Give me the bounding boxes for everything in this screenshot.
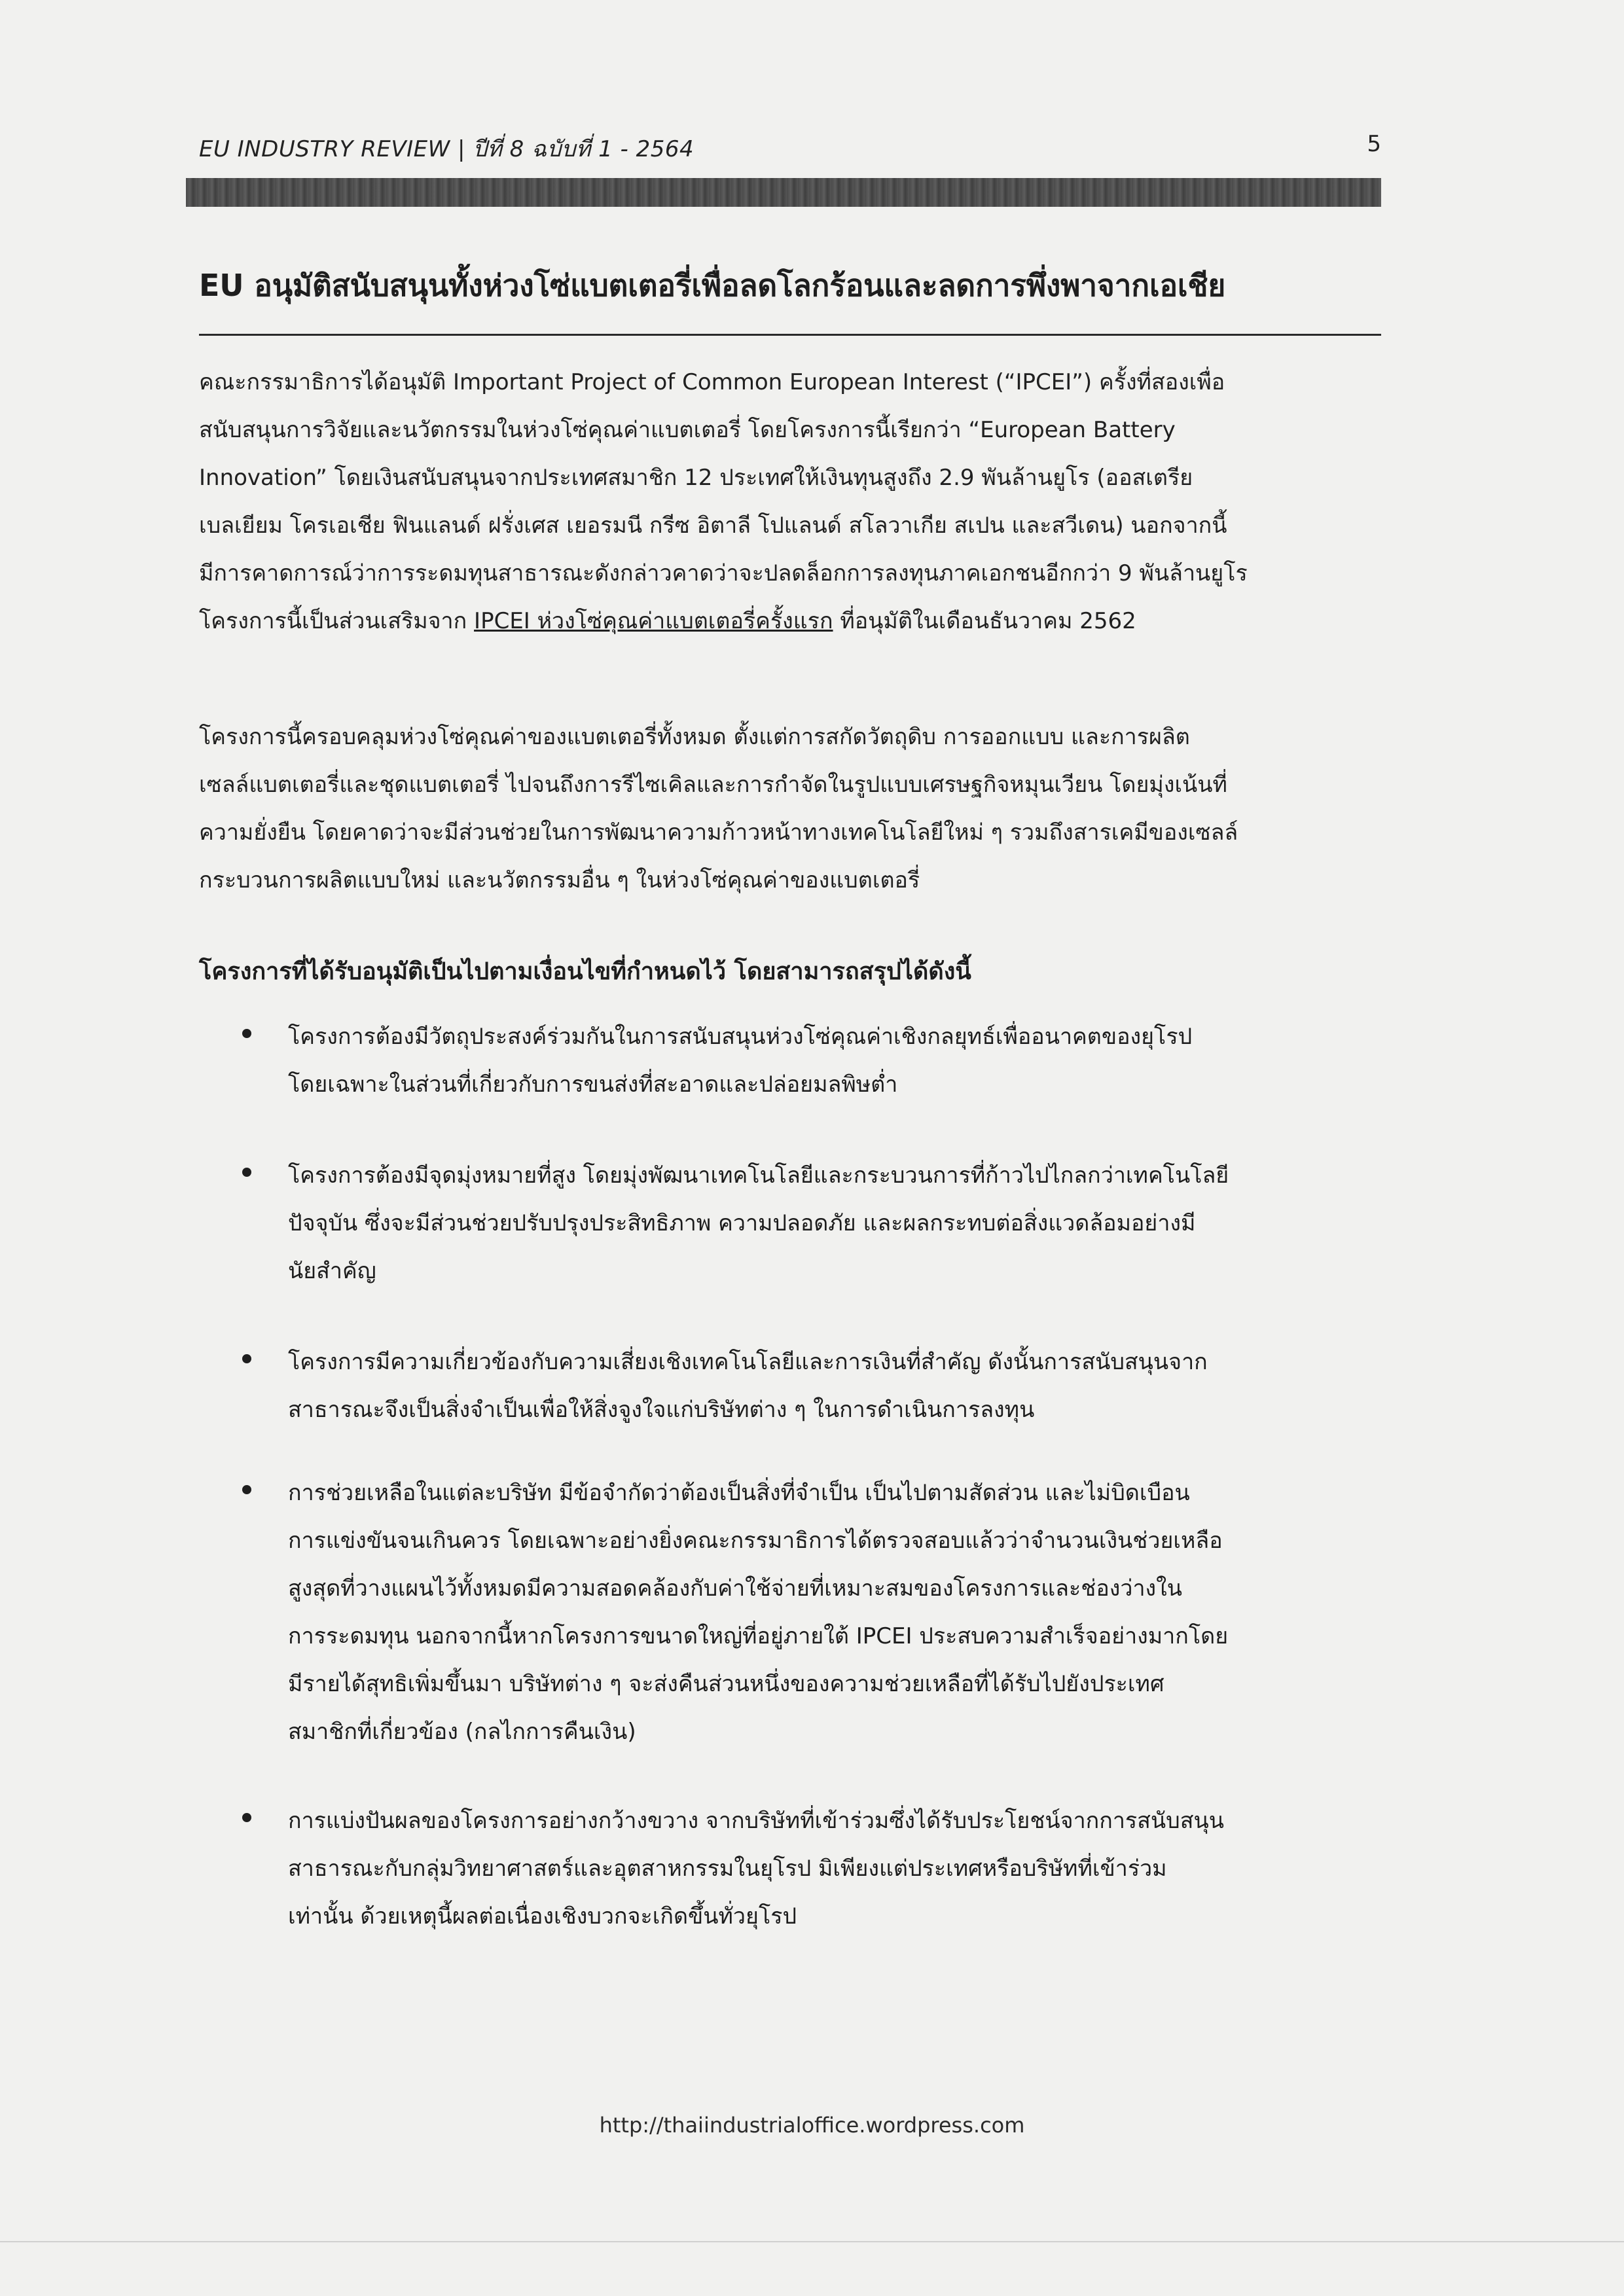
list-item-line: นัยสำคัญ [288,1258,376,1284]
article-title: EU อนุมัติสนับสนุนทั้งห่วงโซ่แบตเตอรี่เพื่อลดโลกร้อนและลดการพึ่งพาจากเอเชีย [199,268,1226,303]
paragraph-line: เซลล์แบตเตอรี่และชุดแบตเตอรี่ ไปจนถึงการรีไซเคิลและการกำจัดในรูปแบบเศรษฐกิจหมุนเวียน โดยมุ่งเน้นที่ [199,772,1227,798]
list-item-line: สาธารณะจึงเป็นสิ่งจำเป็นเพื่อให้สิ่งจูงใจแก่บริษัทต่าง ๆ ในการดำเนินการลงทุน [288,1397,1035,1423]
bullet-icon [242,1813,251,1822]
conditions-heading: โครงการที่ได้รับอนุมัติเป็นไปตามเงื่อนไขที่กำหนดไว้ โดยสามารถสรุปได้ดังนี้ [199,958,971,985]
paragraph-line: กระบวนการผลิตแบบใหม่ และนวัตกรรมอื่น ๆ ในห่วงโซ่คุณค่าของแบตเตอรี่ [199,867,920,893]
list-item-line: โครงการต้องมีวัตถุประสงค์ร่วมกันในการสนับสนุนห่วงโซ่คุณค่าเชิงกลยุทธ์เพื่ออนาคตของยุโรป [288,1024,1193,1050]
bullet-icon [242,1485,251,1494]
header-bar [186,178,1381,207]
paragraph-scope [199,713,1381,905]
list-item-line: การแข่งขันจนเกินควร โดยเฉพาะอย่างยิ่งคณะกรรมาธิการได้ตรวจสอบแล้วว่าจำนวนเงินช่วยเหลือ [288,1528,1223,1554]
list-item-line: โครงการมีความเกี่ยวข้องกับความเสี่ยงเชิงเทคโนโลยีและการเงินที่สำคัญ ดังนั้นการสนับสนุนจาก [288,1349,1208,1375]
bullet-icon [242,1168,251,1177]
paragraph-line: คณะกรรมาธิการได้อนุมัติ Important Project of Common European Interest (“IPCEI”) ครั้งที่สองเพื่อ [199,369,1225,395]
list-item-line: สูงสุดที่วางแผนไว้ทั้งหมดมีความสอดคล้องกับค่าใช้จ่ายที่เหมาะสมของโครงการและช่องว่างใน [288,1575,1182,1602]
list-item-line: มีรายได้สุทธิเพิ่มขึ้นมา บริษัทต่าง ๆ จะส่งคืนส่วนหนึ่งของความช่วยเหลือที่ได้รับไปยังประเทศ [288,1671,1164,1697]
list-item-text [288,1469,1381,1756]
paragraph-line: มีการคาดการณ์ว่าการระดมทุนสาธารณะดังกล่าวคาดว่าจะปลดล็อกการลงทุนภาคเอกชนอีกกว่า 9 พันล้านยูโร [199,560,1248,586]
page-header [199,131,1381,170]
paragraph-line [199,598,1381,645]
list-item-line: การระดมทุน นอกจากนี้หากโครงการขนาดใหญ่ที่อยู่ภายใต้ IPCEI ประสบความสำเร็จอย่างมากโดย [288,1623,1229,1649]
page-number: 5 [1367,131,1381,157]
bullet-icon [242,1029,251,1038]
list-item-line: การช่วยเหลือในแต่ละบริษัท มีข้อจำกัดว่าต้องเป็นสิ่งที่จำเป็น เป็นไปตามสัดส่วน และไม่บิดเบือน [288,1480,1190,1506]
list-item-line: เท่านั้น ด้วยเหตุนี้ผลต่อเนื่องเชิงบวกจะเกิดขึ้นทั่วยุโรป [288,1903,797,1929]
title-divider [199,334,1381,336]
list-item-line: สาธารณะกับกลุ่มวิทยาศาสตร์และอุตสาหกรรมในยุโรป มิเพียงแต่ประเทศหรือบริษัทที่เข้าร่วม [288,1856,1167,1882]
ipcei-first-link[interactable]: IPCEI ห่วงโซ่คุณค่าแบตเตอรี่ครั้งแรก [474,608,833,634]
list-item-line: โดยเฉพาะในส่วนที่เกี่ยวกับการขนส่งที่สะอาดและปล่อยมลพิษต่ำ [288,1071,898,1098]
list-item-text [288,1797,1381,1941]
list-item-text [288,1152,1381,1295]
paragraph-text: ที่อนุมัติในเดือนธันวาคม 2562 [833,608,1136,634]
bullet-icon [242,1354,251,1363]
paragraph-line: สนับสนุนการวิจัยและนวัตกรรมในห่วงโซ่คุณค่าแบตเตอรี่ โดยโครงการนี้เรียกว่า “European Battery [199,417,1176,443]
paragraph-intro [199,359,1381,645]
footer-url[interactable]: http://thaiindustrialoffice.wordpress.com [599,2113,1025,2138]
paragraph-line: Innovation” โดยเงินสนับสนุนจากประเทศสมาชิก 12 ประเทศให้เงินทุนสูงถึง 2.9 พันล้านยูโร (ออสเตรีย [199,465,1193,491]
paragraph-line: ความยั่งยืน โดยคาดว่าจะมีส่วนช่วยในการพัฒนาความก้าวหน้าทางเทคโนโลยีใหม่ ๆ รวมถึงสารเคมีของเซลล์ [199,819,1238,846]
list-item-text [288,1013,1381,1109]
scan-edge [0,2241,1624,2242]
paragraph-line: เบลเยียม โครเอเชีย ฟินแลนด์ ฝรั่งเศส เยอรมนี กรีซ อิตาลี โปแลนด์ สโลวาเกีย สเปน และสวีเดน) นอกจากนี้ [199,512,1227,539]
journal-title: EU INDUSTRY REVIEW | ปีที่ 8 ฉบับที่ 1 - 2564 [199,136,695,162]
list-item-line: การแบ่งปันผลของโครงการอย่างกว้างขวาง จากบริษัทที่เข้าร่วมซึ่งได้รับประโยชน์จากการสนับสนุน [288,1808,1224,1834]
list-item-line: ปัจจุบัน ซึ่งจะมีส่วนช่วยปรับปรุงประสิทธิภาพ ความปลอดภัย และผลกระทบต่อสิ่งแวดล้อมอย่างมี [288,1210,1196,1236]
list-item-line: สมาชิกที่เกี่ยวข้อง (กลไกการคืนเงิน) [288,1719,636,1745]
list-item-text [288,1338,1381,1434]
paragraph-line: โครงการนี้ครอบคลุมห่วงโซ่คุณค่าของแบตเตอรี่ทั้งหมด ตั้งแต่การสกัดวัตถุดิบ การออกแบบ และการผลิต [199,724,1190,750]
paragraph-text: โครงการนี้เป็นส่วนเสริมจาก [199,608,475,634]
list-item-line: โครงการต้องมีจุดมุ่งหมายที่สูง โดยมุ่งพัฒนาเทคโนโลยีและกระบวนการที่ก้าวไปไกลกว่าเทคโนโลยี [288,1162,1229,1189]
